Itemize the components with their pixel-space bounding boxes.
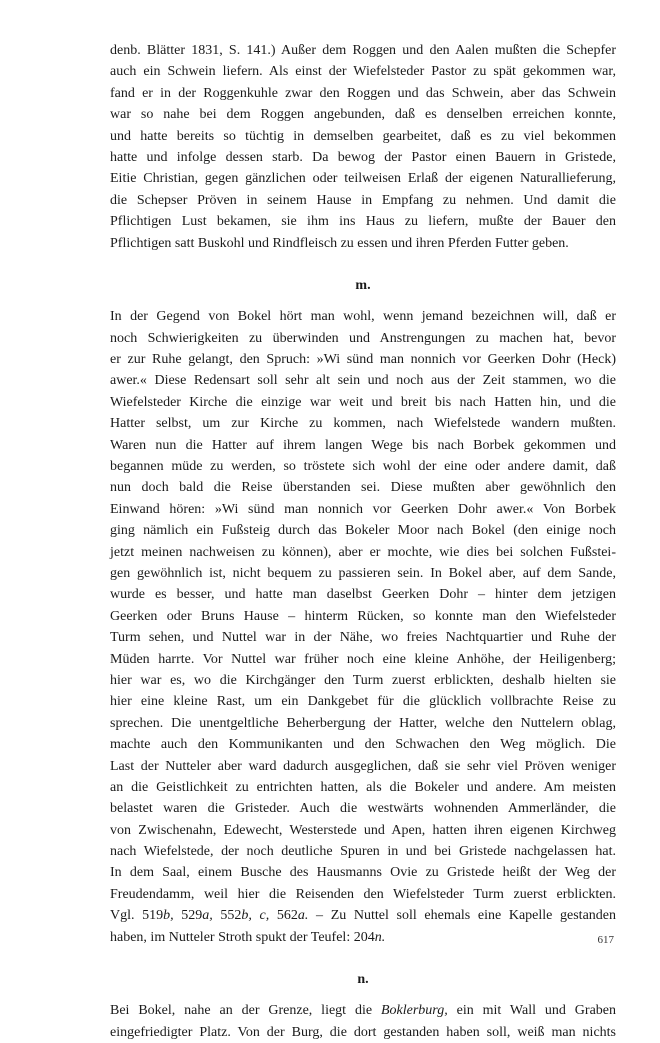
text-fragment: 552 xyxy=(212,908,242,924)
text-line: von Zwischenahn, Edewecht, Westerstede und Apen, hatten ihren eigenen Kirchweg xyxy=(110,822,616,838)
text-line: hier eine kleine Rast, um ein Dankgebet für die glücklich vollbrachte Reise zu xyxy=(110,694,616,710)
text-line: Last der Nutteler aber ward dadurch ausgeglichen, daß sie sehr viel Pröven weniger xyxy=(110,758,616,774)
text-fragment: Vgl. 519 xyxy=(110,908,164,924)
italic-fragment: a. xyxy=(297,908,309,924)
text-line: Pflichtigen satt Buskohl und Rindfleisch zu essen und ihren Pferden Futter geben. xyxy=(110,235,569,251)
text-line: In der Gegend von Bokel hört man wohl, wenn jemand bezeichnen will, daß er xyxy=(110,309,616,325)
text-line: und hatte bereits so tüchtig in demselben gearbeitet, daß es zu viel bekommen xyxy=(110,128,616,144)
text-line: fand er in der Roggenkuhle zwar den Roggen und das Schwein, aber das Schwein xyxy=(110,85,616,101)
italic-fragment: b, c, xyxy=(241,908,270,924)
text-line: machte auch den Kommunikanten und den Schwachen den Weg möglich. Die xyxy=(110,737,616,753)
text-line: hatte und infolge dessen starb. Da bewog der Pastor einen Bauern in Gristede, xyxy=(110,149,616,165)
text-line: auch ein Schwein liefern. Als einst der Wiefelsteder Pastor zu spät gekommen war, xyxy=(110,64,616,80)
paragraph-n xyxy=(110,1000,616,1043)
text-fragment: 562 xyxy=(269,908,298,924)
text-line xyxy=(110,927,616,948)
paragraph-continuation xyxy=(110,40,616,254)
italic-fragment: Boklerburg, xyxy=(380,1003,448,1019)
text-line: gen gewöhnlich ist, nicht bequem zu passieren sein. In Bokel aber, auf dem Sande, xyxy=(110,566,616,581)
italic-fragment: a, xyxy=(202,908,213,924)
text-line: die Schepser Pröven in seinem Hause in Empfang zu nehmen. Und damit die xyxy=(110,192,616,208)
italic-fragment: n. xyxy=(374,929,386,945)
text-line: war so nahe bei dem Roggen angebunden, daß es denselben erreichen konnte, xyxy=(110,107,616,123)
text-line: denb. Blätter 1831, S. 141.) Außer dem Roggen und den Aalen mußten die Schepfer xyxy=(110,43,616,58)
text-line: hier war es, wo die Kirchgänger den Turm zuerst erblickten, deshalb hielten sie xyxy=(110,672,616,688)
italic-fragment: b, xyxy=(163,908,174,924)
text-line: Waren nun die Hatter auf ihrem langen Wege bis nach Borbek gekommen und xyxy=(110,437,616,453)
text-line: Wiefelsteder Kirche die einzige war weit und breit bis nach Hatten hin, und die xyxy=(110,394,616,410)
text-line: wurde es besser, und hatte man daselbst Geerken Dohr – hinter dem jetzigen xyxy=(110,587,616,603)
text-line: Geerken oder Bruns Hause – hinterm Rücken, so konnte man den Wiefelsteder xyxy=(110,608,616,624)
text-line: noch Schwierigkeiten zu überwinden und Anstrengungen zu machen hat, bevor xyxy=(110,330,616,346)
text-line: ging nämlich ein Fußsteig durch das Bokeler Moor nach Bokel (den einige noch xyxy=(110,523,616,539)
text-line: Turm sehen, und Nuttel war in der Nähe, wo freies Nachtquartier und Ruhe der xyxy=(110,630,616,646)
text-line: Freudendamm, weil hier die Reisenden den Wiefelsteder Turm zuerst erblickten. xyxy=(110,886,616,902)
text-fragment: 529 xyxy=(173,908,203,924)
text-line: eingefriedigter Platz. Von der Burg, die dort gestanden haben soll, weiß man nichts xyxy=(110,1024,616,1040)
page-number: 617 xyxy=(597,934,614,946)
text-line: Hatter selbst, um zur Kirche zu kommen, nach Wiefelstede wandern mußten. xyxy=(110,416,616,432)
text-line: nach Wiefelstede, der noch deutliche Spuren in und bei Gristede nachgelassen hat. xyxy=(110,844,616,860)
text-fragment: haben, im Nutteler Stroth spukt der Teufel: 204 xyxy=(110,929,375,945)
text-line xyxy=(110,1000,616,1021)
text-line: er zur Ruhe gelangt, den Spruch: »Wi sünd man nonnich vor Geerken Dohr (Heck) xyxy=(110,352,616,368)
text-fragment: – Zu Nuttel soll ehemals eine Kapelle gestanden xyxy=(308,908,616,924)
text-line: belastet waren die Gristeder. Auch die westwärts wohnenden Ammerländer, die xyxy=(110,801,616,817)
text-fragment: ein mit Wall und Graben xyxy=(447,1003,616,1019)
text-line: Pflichtigen Lust bekamen, sie ihm ins Haus zu liefern, mußte der Bauer den xyxy=(110,214,616,230)
text-line: an die Geistlichkeit zu entrichten hatten, als die Bokeler und andere. Am meisten xyxy=(110,779,616,795)
text-line: nun doch bald die Reise überstanden sei. Diese mußten aber gewöhnlich den xyxy=(110,480,616,496)
text-line: Müden harrte. Vor Nuttel war früher noch eine kleine Anhöhe, der Heiligenberg; xyxy=(110,651,616,667)
section-heading-n: n. xyxy=(357,972,369,988)
text-line: Eitie Christian, gegen gänzlichen oder teilweisen Erlaß der eigenen Naturallieferung, xyxy=(110,171,616,187)
section-heading-m: m. xyxy=(355,277,371,293)
text-line: sprechen. Die unentgeltliche Beherbergung der Hatter, welche den Nuttelern oblag, xyxy=(110,715,616,731)
text-fragment: Bei Bokel, nahe an der Grenze, liegt die xyxy=(110,1003,381,1019)
text-line: In dem Saal, einem Busche des Hausmanns Ovie zu Gristede heißt der Weg der xyxy=(110,865,616,881)
paragraph-m xyxy=(110,306,616,948)
text-line: awer.« Diese Redensart soll sehr alt sein und noch aus der Zeit stammen, wo die xyxy=(110,373,616,389)
book-page xyxy=(110,40,616,1043)
text-line: begannen müde zu werden, so tröstete sich wohl der eine oder andere damit, daß xyxy=(110,459,616,475)
text-line: Einwand hören: »Wi sünd man nonnich vor Geerken Dohr awer.« Von Borbek xyxy=(110,501,616,517)
text-line: jetzt meinen nachweisen zu können), aber er mochte, wie dies bei solchen Fußstei- xyxy=(110,544,616,560)
text-line xyxy=(110,905,616,926)
